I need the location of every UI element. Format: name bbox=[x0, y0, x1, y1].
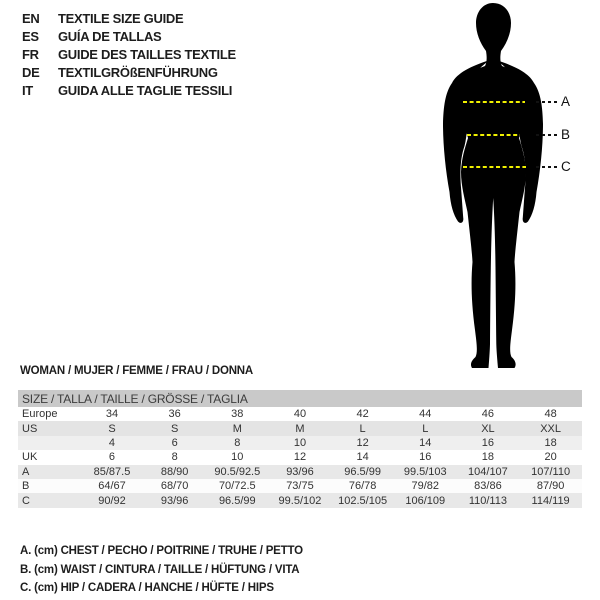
measurement-figure bbox=[430, 0, 600, 380]
measure-label-b: B bbox=[561, 127, 571, 142]
language-row bbox=[22, 28, 236, 46]
legend-chest: A. (cm) CHEST / PECHO / POITRINE / TRUHE / PETTO bbox=[20, 545, 303, 557]
size-cell: 40 bbox=[293, 408, 307, 421]
size-cell: XXL bbox=[540, 422, 562, 435]
language-title-block bbox=[22, 10, 236, 100]
row-label: US bbox=[22, 422, 38, 435]
size-cell: S bbox=[170, 422, 179, 435]
size-cell: 114/119 bbox=[531, 494, 570, 507]
size-cell: 64/67 bbox=[98, 480, 126, 493]
size-cell: 14 bbox=[356, 451, 369, 464]
size-cell: 104/107 bbox=[468, 465, 508, 478]
size-table-row bbox=[18, 407, 582, 421]
language-row bbox=[22, 46, 236, 64]
guide-title: TEXTILGRÖßENFÜHRUNG bbox=[58, 65, 218, 80]
size-cell: 106/109 bbox=[405, 494, 446, 507]
language-row bbox=[22, 64, 236, 82]
size-cell: 102.5/105 bbox=[338, 494, 388, 507]
language-code: DE bbox=[22, 65, 40, 80]
measure-label-a: A bbox=[561, 94, 571, 109]
size-cell: 83/86 bbox=[474, 480, 502, 493]
size-cell: 90.5/92.5 bbox=[214, 465, 261, 478]
size-cell: 44 bbox=[419, 408, 432, 421]
measure-label-c: C bbox=[561, 159, 571, 174]
size-table-header: SIZE / TALLA / TAILLE / GRÖSSE / TAGLIA bbox=[18, 390, 582, 407]
size-cell: L bbox=[422, 422, 429, 435]
language-row bbox=[22, 82, 236, 100]
size-cell: 79/82 bbox=[411, 480, 440, 493]
size-cell: 70/72.5 bbox=[218, 480, 256, 493]
size-cell: 16 bbox=[481, 436, 495, 449]
size-cell: 88/90 bbox=[160, 465, 189, 478]
legend-waist: B. (cm) WAIST / CINTURA / TAILLE / HÜFTUNG / VITA bbox=[20, 563, 300, 576]
language-row bbox=[22, 10, 236, 28]
size-cell: M bbox=[232, 422, 242, 435]
size-table-row bbox=[18, 465, 582, 479]
size-cell: 99.5/102 bbox=[278, 494, 322, 507]
woman-silhouette bbox=[456, 3, 531, 368]
size-cell: 76/78 bbox=[348, 480, 377, 493]
size-table-row bbox=[18, 493, 582, 507]
size-cell: 10 bbox=[231, 451, 244, 464]
size-cell: 46 bbox=[481, 408, 495, 421]
size-table-row bbox=[18, 450, 582, 464]
size-cell: 38 bbox=[231, 408, 244, 421]
legend-hip: C. (cm) HIP / CADERA / HANCHE / HÜFTE / HIPS bbox=[20, 582, 274, 594]
size-cell: 12 bbox=[293, 451, 307, 464]
size-table-row bbox=[18, 421, 582, 435]
size-cell: 110/113 bbox=[468, 494, 507, 507]
measurement-legend bbox=[20, 542, 303, 598]
gender-title: WOMAN / MUJER / FEMME / FRAU / DONNA bbox=[20, 365, 254, 377]
row-label: UK bbox=[22, 451, 38, 464]
size-cell: 96.5/99 bbox=[344, 465, 381, 478]
size-table bbox=[18, 390, 582, 508]
size-table-row bbox=[18, 436, 582, 450]
size-cell: 20 bbox=[544, 451, 557, 464]
guide-title: GUIDA ALLE TAGLIE TESSILI bbox=[58, 83, 233, 98]
size-cell: 99.5/103 bbox=[403, 465, 447, 478]
woman-silhouette-svg bbox=[430, 0, 590, 380]
size-cell: 107/110 bbox=[531, 465, 571, 478]
row-label bbox=[18, 436, 81, 450]
size-table-header-row bbox=[18, 390, 582, 407]
language-code: IT bbox=[22, 83, 33, 98]
guide-title: TEXTILE SIZE GUIDE bbox=[58, 11, 184, 26]
size-cell: 85/87.5 bbox=[93, 465, 131, 478]
size-cell: 34 bbox=[105, 408, 119, 421]
row-label: Europe bbox=[22, 408, 58, 421]
size-cell: 42 bbox=[356, 408, 369, 421]
size-cell: 48 bbox=[544, 408, 557, 421]
size-cell: 6 bbox=[171, 436, 178, 449]
row-label: B bbox=[22, 480, 30, 493]
size-cell: 10 bbox=[293, 436, 307, 449]
size-cell: 18 bbox=[481, 451, 495, 464]
size-cell: 73/75 bbox=[286, 480, 314, 493]
size-cell: 6 bbox=[108, 451, 116, 464]
size-cell: 87/90 bbox=[536, 480, 565, 493]
row-label: C bbox=[22, 494, 30, 507]
size-cell: 12 bbox=[356, 436, 369, 449]
size-cell: 8 bbox=[171, 451, 178, 464]
language-code: ES bbox=[22, 29, 39, 44]
guide-title: GUIDE DES TAILLES TEXTILE bbox=[58, 47, 236, 62]
size-cell: 4 bbox=[108, 436, 116, 449]
size-cell: 14 bbox=[419, 436, 432, 449]
size-cell: S bbox=[108, 422, 116, 435]
size-cell: 36 bbox=[168, 408, 181, 421]
size-cell: 16 bbox=[419, 451, 432, 464]
size-cell: 96.5/99 bbox=[218, 494, 256, 507]
size-cell: 18 bbox=[544, 436, 557, 449]
size-cell: 93/96 bbox=[286, 465, 314, 478]
language-code: FR bbox=[22, 47, 39, 62]
size-cell: M bbox=[295, 422, 305, 435]
row-label: A bbox=[22, 465, 30, 478]
size-cell: 8 bbox=[234, 436, 241, 449]
size-cell: 93/96 bbox=[160, 494, 189, 507]
size-cell: 90/92 bbox=[98, 494, 126, 507]
size-cell: XL bbox=[481, 422, 495, 435]
language-code: EN bbox=[22, 11, 40, 26]
size-cell: 68/70 bbox=[160, 480, 189, 493]
size-table-row bbox=[18, 479, 582, 493]
guide-title: GUÍA DE TALLAS bbox=[58, 29, 162, 44]
size-cell: L bbox=[359, 422, 366, 435]
